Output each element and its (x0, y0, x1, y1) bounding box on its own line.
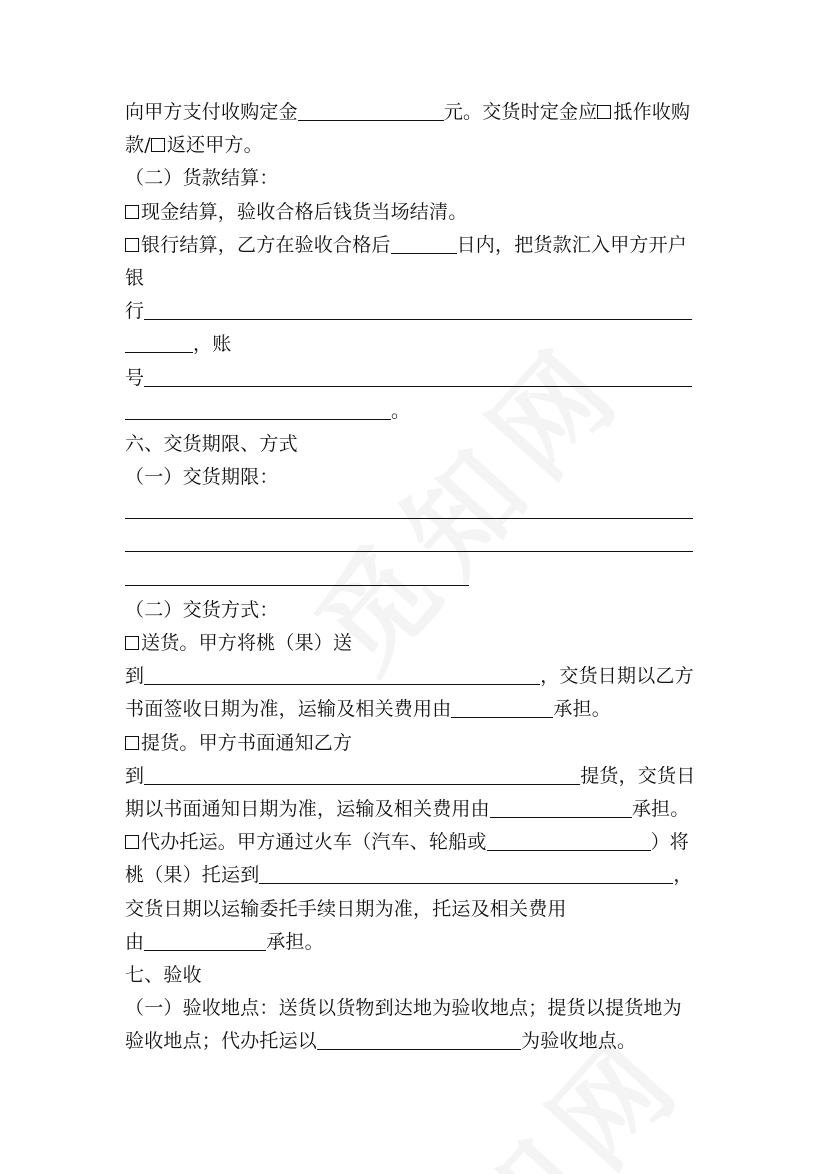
text-segment: 提货。甲方书面通知乙方 (141, 731, 353, 754)
refund-checkbox[interactable] (151, 138, 165, 152)
delivery-cost-payer-blank[interactable] (451, 697, 553, 718)
text-line (125, 627, 710, 660)
delivery-checkbox[interactable] (125, 636, 139, 650)
pickup-location-blank[interactable] (144, 764, 580, 785)
text-line (125, 362, 710, 395)
pickup-cost-payer-blank[interactable] (490, 797, 632, 818)
text-line (125, 129, 710, 162)
transport-mode-blank[interactable] (487, 830, 651, 851)
text-line (125, 760, 710, 793)
text-segment: 抵作收购 (613, 101, 691, 123)
text-line (125, 96, 710, 129)
consignment-checkbox[interactable] (125, 835, 139, 849)
text-segment: 提货，交货日 (580, 764, 696, 787)
text-segment: 承担。 (631, 797, 690, 820)
inspection-location-blank[interactable] (317, 1029, 521, 1050)
text-segment: 号 (125, 366, 145, 389)
text-segment: 由 (125, 930, 145, 953)
text-segment: （一）验收地点：送货以货物到达地为验收地点；提货以提货地为 (125, 997, 682, 1020)
text-segment: 桃（果）托运到 (125, 864, 260, 887)
text-segment: 元。交货时定金应 (443, 101, 598, 123)
text-segment: （一）交货期限： (125, 466, 279, 489)
text-segment: 期以书面通知日期为准，运输及相关费用由 (125, 797, 490, 820)
text-line (125, 693, 710, 726)
text-line (125, 295, 710, 328)
text-segment: （二）货款结算： (125, 167, 279, 190)
text-segment: ）将 (650, 831, 690, 854)
text-segment: 承担。 (553, 698, 612, 721)
delivery-deadline-blank[interactable] (125, 531, 693, 552)
text-segment: 款/ (125, 134, 151, 157)
text-segment: 现金结算，验收合格后钱货当场结清。 (141, 200, 468, 223)
text-segment: 七、验收 (125, 963, 202, 986)
text-segment: 返还甲方。 (166, 134, 263, 157)
section-heading (125, 594, 710, 627)
consignment-destination-blank[interactable] (259, 863, 673, 884)
cash-settlement-checkbox[interactable] (125, 205, 139, 219)
consignment-cost-payer-blank[interactable] (144, 930, 266, 951)
text-line (125, 229, 710, 262)
text-segment: 到 (125, 764, 145, 787)
text-segment: 代办托运。甲方通过火车（汽车、轮船或 (141, 831, 487, 854)
delivery-deadline-blank[interactable] (125, 565, 469, 586)
text-segment: ，账 (193, 333, 232, 356)
text-segment: 向甲方支付收购定金 (125, 101, 298, 123)
text-line (125, 494, 710, 527)
text-segment: 承担。 (266, 930, 324, 953)
text-line (125, 893, 710, 926)
text-segment: 送货。甲方将桃（果）送 (141, 632, 353, 654)
section-heading (125, 162, 710, 195)
text-line (125, 196, 710, 229)
text-line (125, 262, 710, 295)
bank-settlement-checkbox[interactable] (125, 238, 139, 252)
text-segment: 日内，把货款汇入甲方开户 (456, 233, 688, 256)
text-segment: ，交货日期以乙方 (540, 665, 694, 688)
delivery-deadline-blank[interactable] (125, 498, 693, 519)
section-heading (125, 461, 710, 494)
text-segment: ， (673, 864, 693, 887)
text-segment: 。 (391, 399, 411, 422)
text-segment: （二）交货方式： (125, 598, 279, 621)
text-segment: 银 (125, 266, 145, 289)
text-line (125, 859, 710, 892)
bank-name-blank-cont[interactable] (125, 332, 193, 353)
payment-days-blank[interactable] (391, 233, 457, 254)
section-heading (125, 428, 710, 461)
text-segment: 六、交货期限、方式 (125, 432, 298, 455)
text-segment: 书面签收日期为准，运输及相关费用由 (125, 698, 452, 721)
section-heading (125, 959, 710, 992)
text-line (125, 395, 710, 428)
text-line (125, 793, 710, 826)
text-segment: 验收地点；代办托运以 (125, 1030, 318, 1053)
deduct-checkbox[interactable] (597, 105, 611, 119)
account-number-blank-cont[interactable] (125, 399, 391, 420)
text-line (125, 992, 710, 1025)
text-segment: 交货日期以运输委托手续日期为准，托运及相关费用 (125, 897, 567, 920)
deposit-amount-blank[interactable] (298, 100, 444, 121)
account-number-blank[interactable] (144, 366, 692, 387)
text-segment: 行 (125, 300, 145, 323)
document-body (125, 96, 710, 1058)
text-line (125, 1025, 710, 1058)
text-line (125, 527, 710, 560)
text-segment: 为验收地点。 (521, 1030, 637, 1053)
pickup-checkbox[interactable] (125, 736, 139, 750)
text-line (125, 826, 710, 859)
text-segment: 到 (125, 665, 145, 688)
text-line (125, 926, 710, 959)
text-line (125, 328, 710, 361)
text-segment: 银行结算，乙方在验收合格后 (141, 233, 391, 256)
text-line (125, 561, 710, 594)
text-line (125, 727, 710, 760)
text-line (125, 660, 710, 693)
delivery-destination-blank[interactable] (144, 664, 540, 685)
bank-name-blank[interactable] (144, 299, 692, 320)
